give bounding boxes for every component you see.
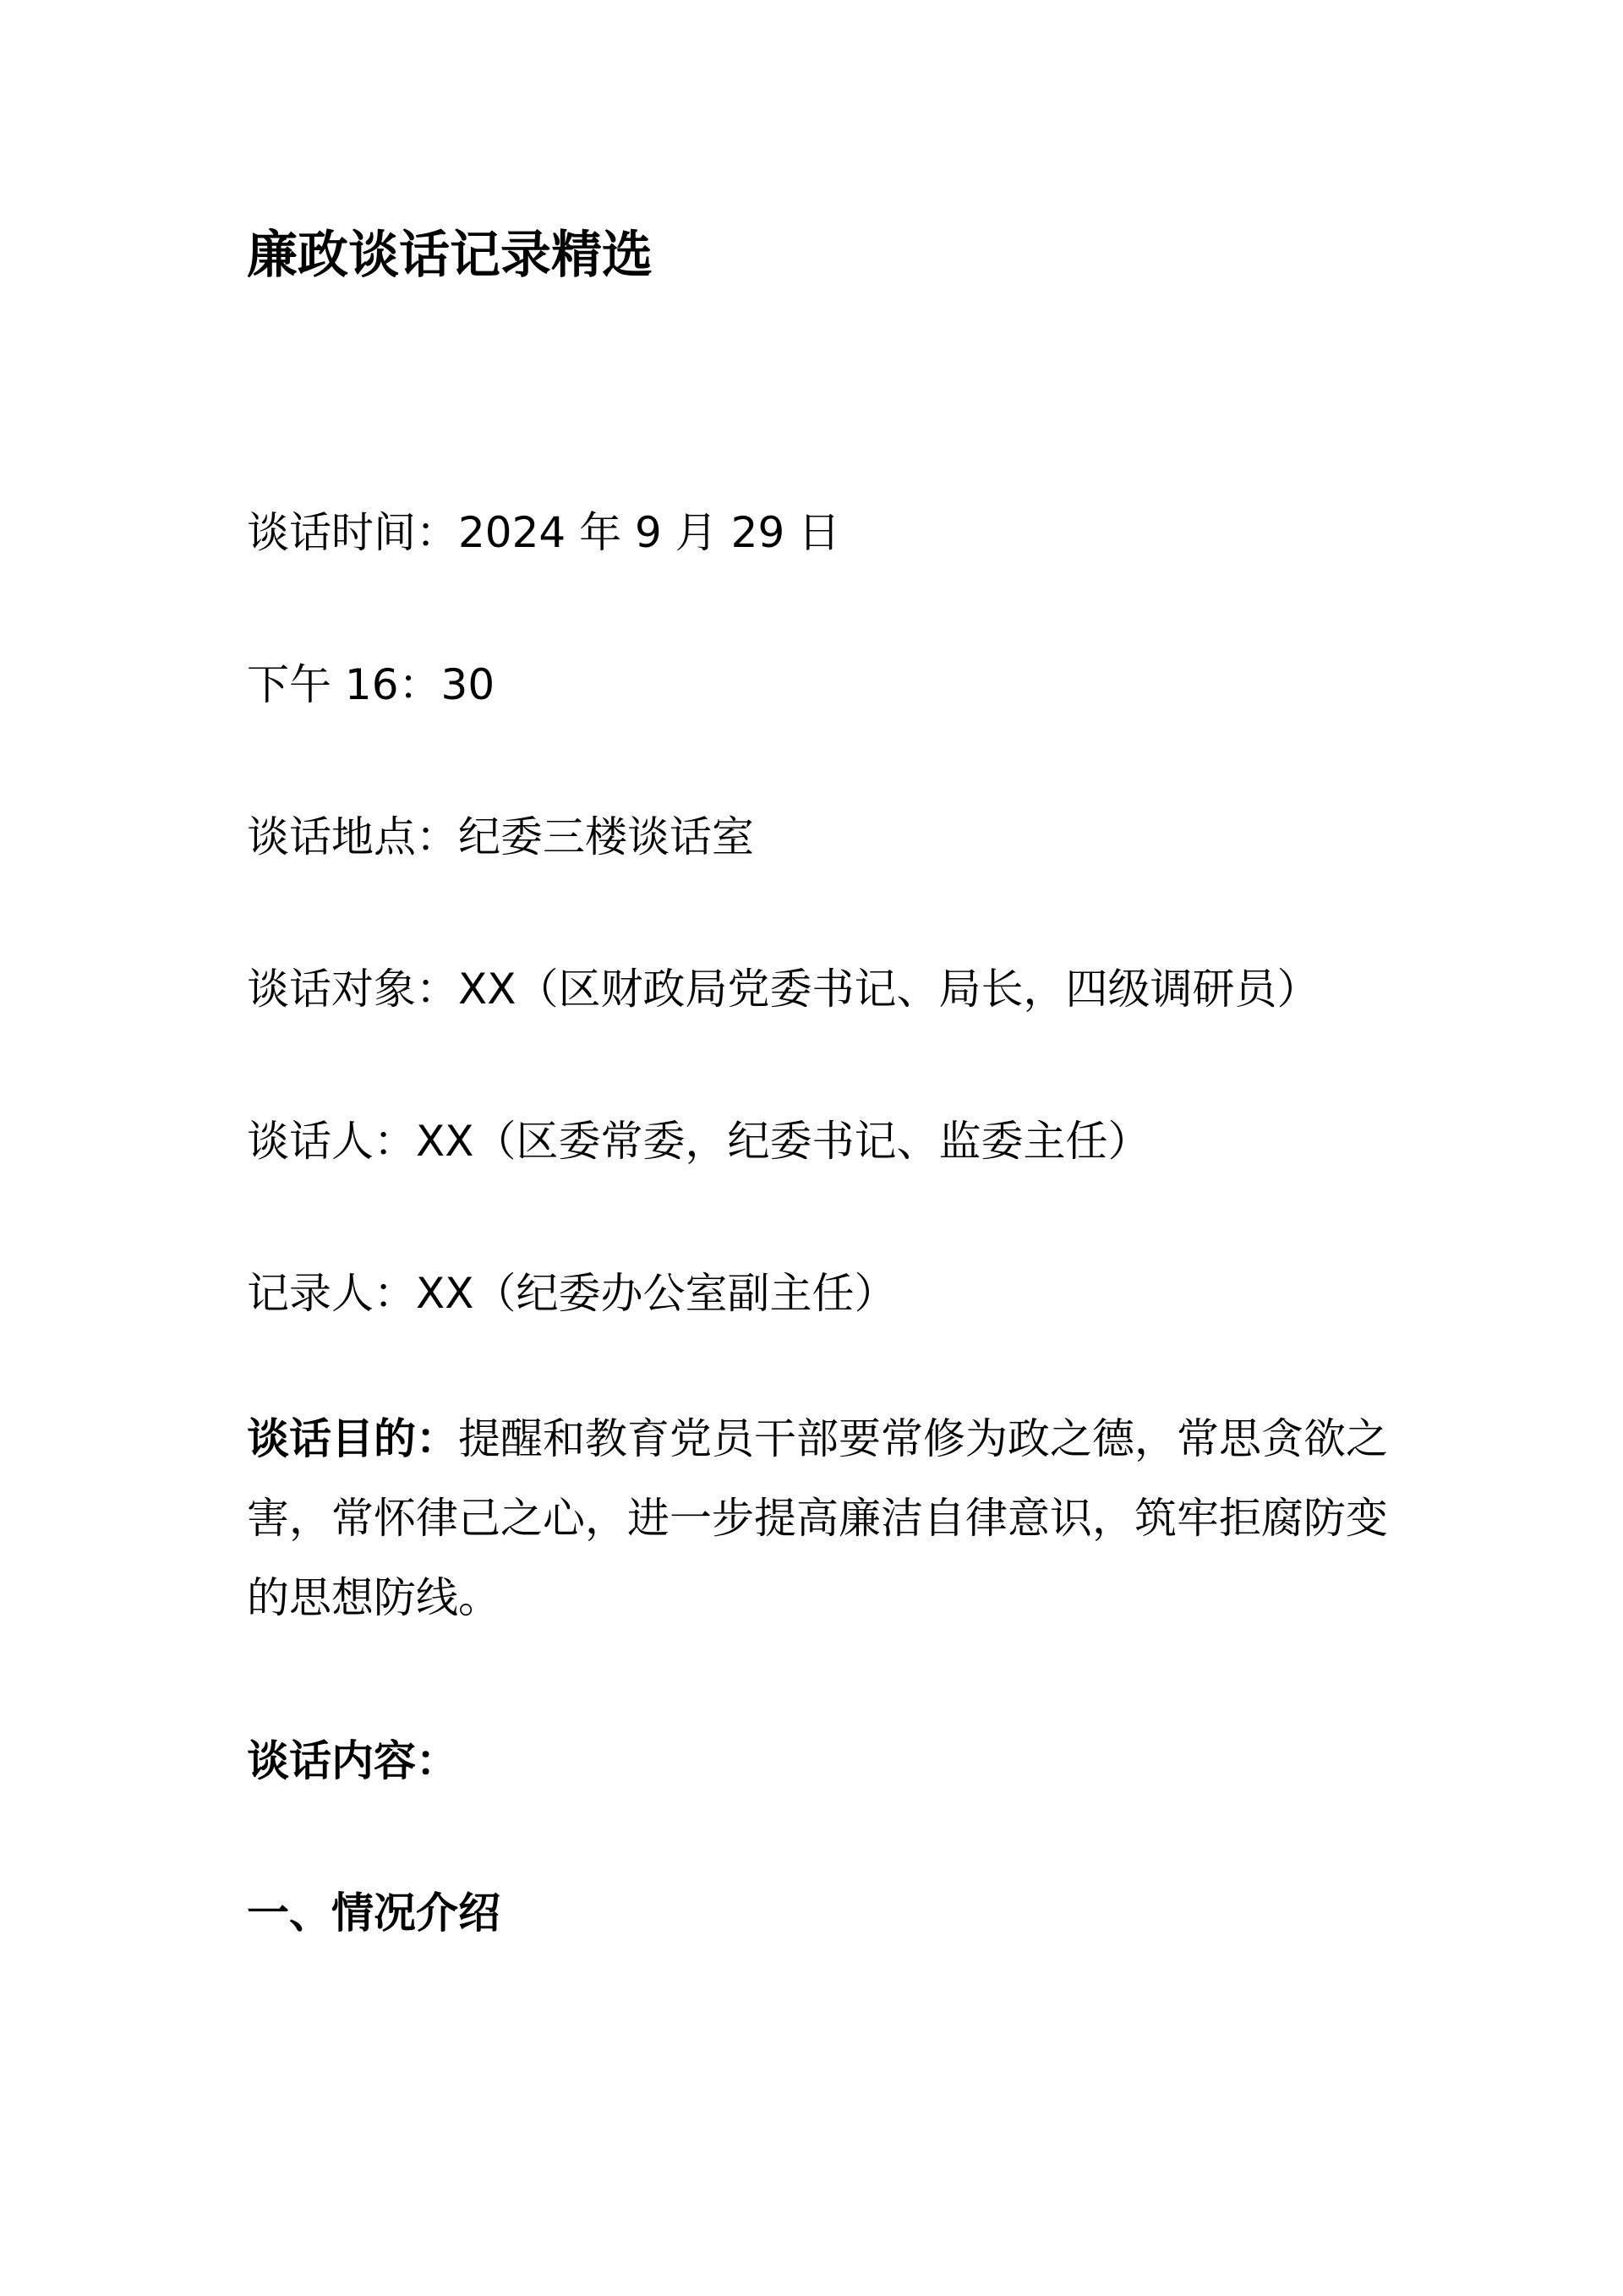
talk-purpose-label: 谈话目的： [247,1414,458,1463]
talk-purpose [247,1399,1396,1637]
talk-content-label: 谈话内容： [247,1736,458,1785]
section-heading-1: 一、情况介绍 [247,1889,500,1938]
talk-time: 谈话时间：2024 年 9 月 29 日 [247,508,841,557]
talk-place: 谈话地点：纪委三楼谈话室 [247,812,754,861]
talk-object: 谈话对象：XX（区财政局党委书记、局长，四级调研员） [247,965,1320,1014]
document-title: 廉政谈话记录精选 [247,226,653,285]
talk-speaker: 谈话人：XX（区委常委，纪委书记、监委主任） [247,1117,1150,1166]
talk-purpose-text: 提醒和教育党员干部要常修为政之德，常思贪欲之害，常怀律己之心，进一步提高廉洁自律意识，筑牢拒腐防变的思想防线。 [247,1414,1388,1622]
talk-time-afternoon: 下午 16：30 [247,660,495,709]
talk-recorder: 记录人：XX（纪委办公室副主任） [247,1269,897,1318]
